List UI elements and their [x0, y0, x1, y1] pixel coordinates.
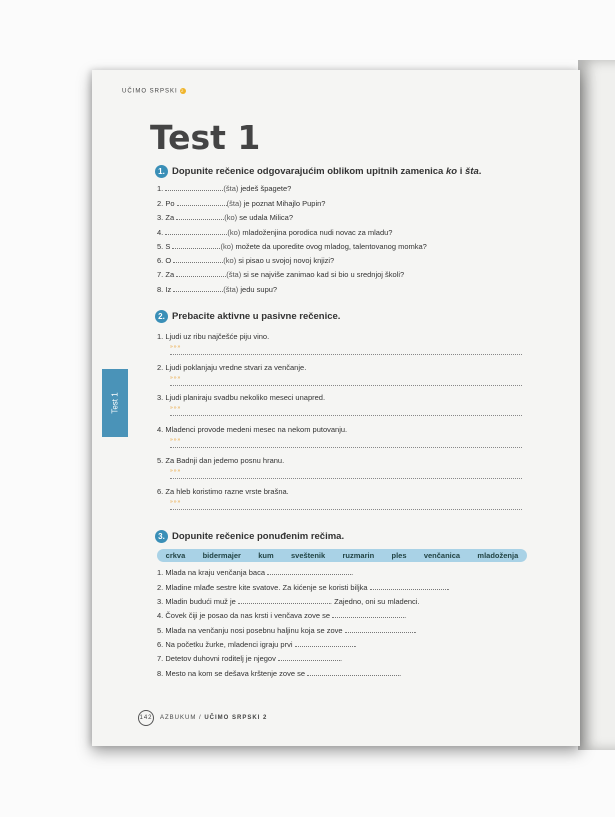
exercise1-item: 8. Iz (šta) jedu supu? [157, 285, 278, 294]
exercise1-item: 1. (šta) jedeš špagete? [157, 184, 292, 193]
word-bank-item: venčanica [423, 551, 461, 560]
exercise3-item: 2. Mladine mlađe sestre kite svatove. Za kićenje se koristi biljka . [157, 583, 450, 592]
page-title: Test 1 [150, 118, 261, 157]
level-badge: 2 [181, 88, 185, 93]
exercise3-item: 8. Mesto na kom se dešava krštenje zove se . [157, 669, 402, 678]
exercise3-item: 3. Mladin budući muž je . Zajedno, oni su mladenci. [157, 597, 420, 606]
answer-line[interactable] [170, 384, 522, 386]
answer-line[interactable] [170, 477, 522, 479]
exercise3-item: 4. Čovek čiji je posao da nas krsti i venčava zove se . [157, 611, 407, 620]
footer-book: UČIMO SRPSKI 2 [204, 715, 268, 721]
arrow-icon: »»» [170, 375, 182, 381]
blank-line[interactable] [238, 597, 330, 604]
exercise1-item: 2. Po (šta) je poznat Mihajlo Pupin? [157, 199, 326, 208]
exercise1-item: 5. S (ko) možete da uporedite ovog mladog, talentovanog momka? [157, 242, 427, 251]
exercise2-item: 1. Ljudi uz ribu najčešće piju vino. [157, 332, 270, 341]
section1-instruction: Dopunite rečenice odgovarajućim oblikom upitnih zamenica ko i šta. [172, 166, 482, 177]
answer-line[interactable] [170, 508, 522, 510]
section2-heading [155, 310, 340, 323]
exercise1-item: 3. Za (ko) se udala Milica? [157, 213, 294, 222]
blank-line[interactable] [278, 654, 340, 661]
section3-instruction: Dopunite rečenice ponuđenim rečima. [172, 531, 345, 542]
blank-line[interactable] [307, 669, 399, 676]
section-number: 1. [155, 165, 168, 178]
word-bank-item: bidermajer [202, 551, 241, 560]
exercise2-item: 3. Ljudi planiraju svadbu nekoliko meseci unapred. [157, 393, 326, 402]
page-footer [138, 710, 267, 726]
answer-line[interactable] [170, 353, 522, 355]
arrow-icon: »»» [170, 344, 182, 350]
exercise3-item: 1. Mlada na kraju venčanja baca . [157, 568, 354, 577]
word-bank-item: ples [391, 551, 407, 560]
answer-line[interactable] [170, 414, 522, 416]
header-book: UČIMO SRPSKI [122, 88, 178, 95]
blank-line[interactable] [165, 228, 227, 235]
exercise2-item: 4. Mladenci provode medeni mesec na nekom putovanju. [157, 425, 348, 434]
blank-line[interactable] [165, 184, 223, 191]
exercise2-item: 6. Za hleb koristimo razne vrste brašna. [157, 487, 289, 496]
blank-line[interactable] [176, 213, 224, 220]
word-bank-item: ruzmarin [342, 551, 375, 560]
blank-line[interactable] [267, 568, 351, 575]
word-bank-item: sveštenik [290, 551, 326, 560]
page-number: 142 [138, 710, 154, 726]
side-tab [102, 369, 128, 437]
exercise2-item: 5. Za Badnji dan jedemo posnu hranu. [157, 456, 285, 465]
exercise3-item: 5. Mlada na venčanju nosi posebnu haljinu koja se zove . [157, 626, 417, 635]
word-bank-item: mladoženja [477, 551, 519, 560]
blank-line[interactable] [173, 256, 223, 263]
side-tab-label: Test 1 [110, 392, 120, 414]
exercise1-item: 7. Za (šta) si se najviše zanimao kad si bio u srednjoj školi? [157, 270, 405, 279]
arrow-icon: »»» [170, 437, 182, 443]
section3-heading [155, 530, 344, 543]
exercise1-item: 6. O (ko) si pisao u svojoj novoj knjizi? [157, 256, 335, 265]
running-header [122, 88, 186, 95]
blank-line[interactable] [172, 242, 220, 249]
section1-heading [155, 165, 481, 178]
blank-line[interactable] [177, 199, 227, 206]
section2-instruction: Prebacite aktivne u pasivne rečenice. [172, 311, 341, 322]
exercise3-item: 7. Detetov duhovni roditelj je njegov . [157, 654, 343, 663]
blank-line[interactable] [345, 626, 415, 633]
exercise2-item: 2. Ljudi poklanjaju vredne stvari za venčanje. [157, 363, 307, 372]
word-bank-item: kum [258, 551, 274, 560]
answer-line[interactable] [170, 446, 522, 448]
footer-publisher: AZBUKUM / [160, 715, 202, 721]
blank-line[interactable] [176, 270, 226, 277]
section-number: 3. [155, 530, 168, 543]
word-bank-item: crkva [165, 551, 186, 560]
next-page-edge [578, 60, 615, 750]
exercise1-item: 4. (ko) mladoženjina porodica nudi novac za mladu? [157, 228, 393, 237]
arrow-icon: »»» [170, 405, 182, 411]
exercise3-item: 6. Na početku žurke, mladenci igraju prvi . [157, 640, 357, 649]
blank-line[interactable] [173, 285, 223, 292]
blank-line[interactable] [295, 640, 355, 647]
section-number: 2. [155, 310, 168, 323]
word-bank [157, 549, 527, 562]
arrow-icon: »»» [170, 468, 182, 474]
blank-line[interactable] [370, 583, 448, 590]
arrow-icon: »»» [170, 499, 182, 505]
blank-line[interactable] [332, 611, 404, 618]
